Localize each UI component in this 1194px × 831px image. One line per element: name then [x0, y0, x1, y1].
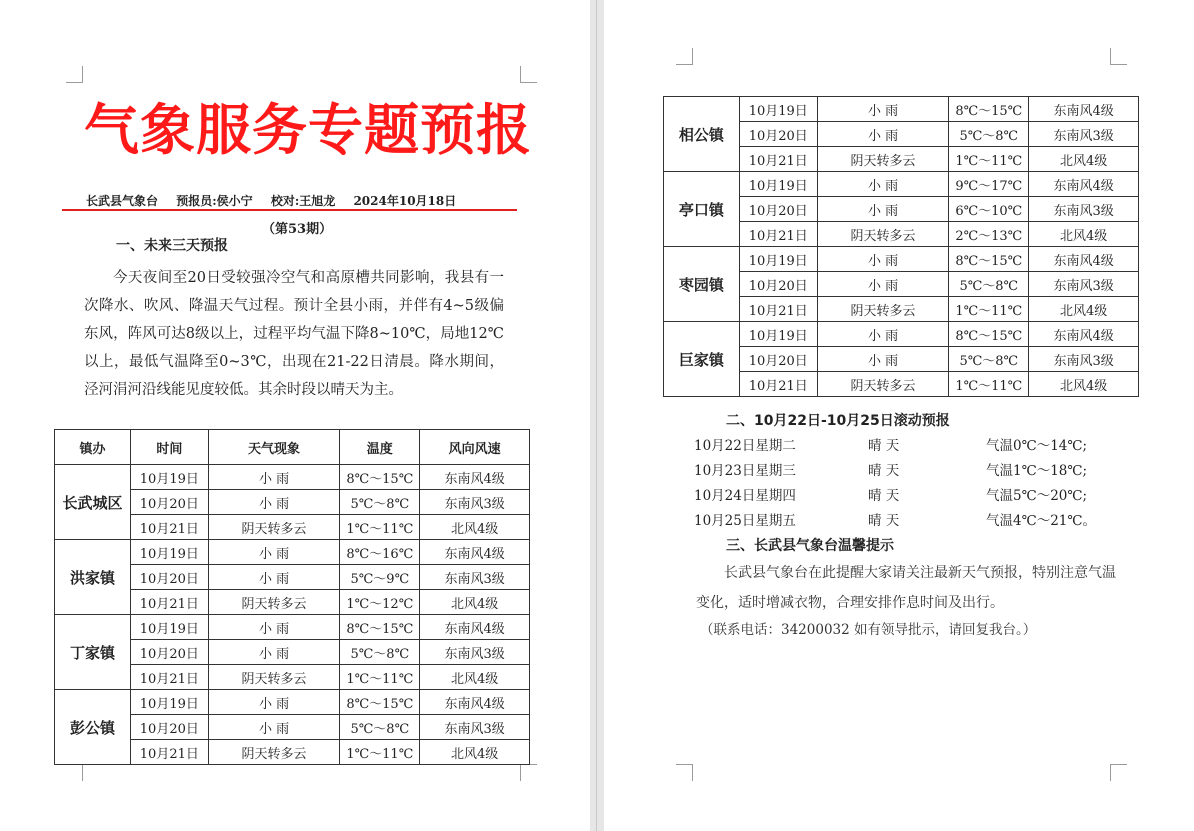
weather-cell: 小 雨	[817, 197, 949, 222]
forecast-table-right	[663, 96, 1139, 397]
weather-cell: 小 雨	[817, 347, 949, 372]
temp-cell: 6℃～10℃	[949, 197, 1029, 222]
wind-cell: 北风4级	[1029, 222, 1139, 247]
date-cell: 10月19日	[739, 97, 817, 122]
weather-cell: 小 雨	[817, 247, 949, 272]
date-cell: 10月21日	[130, 665, 208, 690]
wind-cell: 东南风4级	[420, 615, 530, 640]
town-cell: 亭口镇	[664, 172, 740, 247]
town-cell: 枣园镇	[664, 247, 740, 322]
table-row	[55, 690, 530, 715]
section1-paragraph: 今天夜间至20日受较强冷空气和高原槽共同影响，我县有一次降水、吹风、降温天气过程。预计全县小雨，并伴有4~5级偏东风，阵风可达8级以上，过程平均气温下降8~10℃，局地12℃以上，最低气温降至0~3℃，出现在21-22日清晨。降水期间，泾河涓河沿线能见度较低。其余时段以晴天为主。	[84, 270, 504, 398]
date-cell: 10月21日	[739, 222, 817, 247]
date-cell: 10月19日	[739, 247, 817, 272]
date-cell: 10月21日	[739, 372, 817, 397]
temp-cell: 5℃～8℃	[340, 715, 420, 740]
page-corner-mark	[1110, 764, 1127, 781]
wind-cell: 东南风4级	[420, 540, 530, 565]
weather-cell: 阴天转多云	[817, 297, 949, 322]
date-cell: 10月20日	[130, 565, 208, 590]
wind-cell: 东南风4级	[1029, 172, 1139, 197]
date-cell: 10月20日	[130, 715, 208, 740]
weather-cell: 阴天转多云	[208, 515, 340, 540]
weather-cell: 小 雨	[208, 465, 340, 490]
header-red-rule	[62, 209, 517, 211]
page-corner-mark	[66, 66, 83, 83]
temp-cell: 1℃～11℃	[949, 147, 1029, 172]
wind-cell: 东南风3级	[1029, 122, 1139, 147]
date-cell: 10月19日	[130, 690, 208, 715]
date-cell: 10月20日	[739, 122, 817, 147]
weather-cell: 小 雨	[208, 615, 340, 640]
temp-cell: 1℃～11℃	[949, 297, 1029, 322]
rolling-date: 10月25日星期五	[694, 513, 796, 529]
temp-cell: 1℃～12℃	[340, 590, 420, 615]
report-info-bar	[86, 192, 506, 209]
weather-cell: 小 雨	[817, 97, 949, 122]
page-corner-mark	[676, 48, 693, 65]
wind-cell: 北风4级	[420, 740, 530, 765]
wind-cell: 北风4级	[420, 515, 530, 540]
weather-cell: 小 雨	[208, 640, 340, 665]
rolling-date: 10月23日星期三	[694, 463, 796, 479]
section1-heading: 一、未来三天预报	[116, 238, 228, 254]
temp-cell: 5℃～8℃	[340, 490, 420, 515]
page-corner-mark	[520, 764, 537, 781]
rolling-forecast-row	[694, 434, 1087, 454]
weather-cell: 阴天转多云	[208, 740, 340, 765]
col-header-town: 镇办	[55, 430, 131, 465]
temp-cell: 5℃～8℃	[949, 347, 1029, 372]
weather-cell: 小 雨	[208, 690, 340, 715]
rolling-weather: 晴 天	[868, 488, 900, 504]
page-gutter	[590, 0, 604, 831]
checker-name: 校对:王旭龙	[270, 194, 336, 208]
weather-cell: 小 雨	[208, 565, 340, 590]
table-row	[664, 247, 1139, 272]
temp-cell: 9℃～17℃	[949, 172, 1029, 197]
rolling-temp: 气温4℃～21℃。	[986, 513, 1096, 529]
temp-cell: 5℃～9℃	[340, 565, 420, 590]
date-cell: 10月19日	[739, 322, 817, 347]
date-cell: 10月19日	[739, 172, 817, 197]
table-row	[664, 172, 1139, 197]
wind-cell: 东南风3级	[420, 715, 530, 740]
weather-cell: 阴天转多云	[817, 147, 949, 172]
col-header-date: 时间	[130, 430, 208, 465]
temp-cell: 8℃～15℃	[340, 615, 420, 640]
weather-cell: 小 雨	[817, 122, 949, 147]
date-cell: 10月20日	[739, 347, 817, 372]
weather-cell: 阴天转多云	[208, 590, 340, 615]
agency-name: 长武县气象台	[86, 194, 159, 208]
date-cell: 10月19日	[130, 465, 208, 490]
temp-cell: 8℃～15℃	[340, 465, 420, 490]
rolling-weather: 晴 天	[868, 438, 900, 454]
wind-cell: 东南风3级	[420, 640, 530, 665]
weather-cell: 小 雨	[208, 540, 340, 565]
weather-cell: 阴天转多云	[208, 665, 340, 690]
date-cell: 10月21日	[739, 297, 817, 322]
town-cell: 巨家镇	[664, 322, 740, 397]
temp-cell: 8℃～15℃	[949, 322, 1029, 347]
rolling-weather: 晴 天	[868, 463, 900, 479]
weather-cell: 阴天转多云	[817, 372, 949, 397]
col-header-temp: 温度	[340, 430, 420, 465]
wind-cell: 东南风4级	[1029, 247, 1139, 272]
weather-cell: 阴天转多云	[817, 222, 949, 247]
weather-cell: 小 雨	[208, 490, 340, 515]
temp-cell: 5℃～8℃	[949, 122, 1029, 147]
temp-cell: 8℃～16℃	[340, 540, 420, 565]
issue-number: （第53期）	[262, 222, 333, 237]
forecast-table-left	[54, 429, 530, 765]
temp-cell: 5℃～8℃	[340, 640, 420, 665]
date-cell: 10月20日	[739, 272, 817, 297]
wind-cell: 东南风3级	[1029, 272, 1139, 297]
table-header-row	[55, 430, 530, 465]
town-cell: 彭公镇	[55, 690, 131, 765]
temp-cell: 1℃～11℃	[949, 372, 1029, 397]
temp-cell: 5℃～8℃	[949, 272, 1029, 297]
date-cell: 10月21日	[739, 147, 817, 172]
temp-cell: 1℃～11℃	[340, 665, 420, 690]
weather-cell: 小 雨	[208, 715, 340, 740]
rolling-forecast-row	[694, 459, 1087, 479]
rolling-forecast-row	[694, 509, 1096, 529]
temp-cell: 8℃～15℃	[949, 97, 1029, 122]
wind-cell: 北风4级	[420, 590, 530, 615]
wind-cell: 北风4级	[420, 665, 530, 690]
town-cell: 丁家镇	[55, 615, 131, 690]
wind-cell: 东南风3级	[1029, 347, 1139, 372]
section3-heading: 三、长武县气象台温馨提示	[726, 538, 894, 554]
date-cell: 10月21日	[130, 515, 208, 540]
document-page-left	[0, 0, 590, 831]
weather-cell: 小 雨	[817, 322, 949, 347]
wind-cell: 东南风3级	[420, 490, 530, 515]
date-cell: 10月19日	[130, 540, 208, 565]
col-header-wind: 风向风速	[420, 430, 530, 465]
report-title: 气象服务专题预报	[84, 98, 533, 162]
wind-cell: 东南风3级	[1029, 197, 1139, 222]
rolling-temp: 气温1℃～18℃;	[986, 463, 1088, 479]
date-cell: 10月19日	[130, 615, 208, 640]
page-corner-mark	[676, 764, 693, 781]
rolling-temp: 气温0℃～14℃;	[986, 438, 1088, 454]
town-cell: 相公镇	[664, 97, 740, 172]
wind-cell: 东南风4级	[420, 690, 530, 715]
col-header-weather: 天气现象	[208, 430, 340, 465]
issue-date: 2024年10月18日	[353, 194, 457, 208]
page-corner-mark	[520, 66, 537, 83]
rolling-date: 10月24日星期四	[694, 488, 796, 504]
date-cell: 10月20日	[130, 490, 208, 515]
rolling-weather: 晴 天	[868, 513, 900, 529]
temp-cell: 1℃～11℃	[340, 740, 420, 765]
wind-cell: 东南风3级	[420, 565, 530, 590]
date-cell: 10月21日	[130, 740, 208, 765]
rolling-temp: 气温5℃～20℃;	[986, 488, 1088, 504]
page-corner-mark	[66, 764, 83, 781]
table-row	[55, 540, 530, 565]
town-cell: 洪家镇	[55, 540, 131, 615]
temp-cell: 1℃～11℃	[340, 515, 420, 540]
table-row	[55, 465, 530, 490]
contact-line: （联系电话：34200032 如有领导批示，请回复我台。）	[700, 622, 1037, 638]
town-cell: 长武城区	[55, 465, 131, 540]
forecaster-name: 预报员:侯小宁	[176, 194, 253, 208]
date-cell: 10月20日	[130, 640, 208, 665]
section3-paragraph: 长武县气象台在此提醒大家请关注最新天气预报，特别注意气温变化，适时增减衣物，合理安排作息时间及出行。	[696, 565, 1116, 611]
wind-cell: 东南风4级	[1029, 322, 1139, 347]
table-row	[664, 322, 1139, 347]
section2-heading: 二、10月22日-10月25日滚动预报	[726, 413, 950, 429]
date-cell: 10月20日	[739, 197, 817, 222]
wind-cell: 北风4级	[1029, 147, 1139, 172]
weather-cell: 小 雨	[817, 272, 949, 297]
temp-cell: 2℃～13℃	[949, 222, 1029, 247]
weather-cell: 小 雨	[817, 172, 949, 197]
rolling-date: 10月22日星期二	[694, 438, 796, 454]
temp-cell: 8℃～15℃	[340, 690, 420, 715]
wind-cell: 东南风4级	[1029, 97, 1139, 122]
wind-cell: 北风4级	[1029, 297, 1139, 322]
date-cell: 10月21日	[130, 590, 208, 615]
table-row	[664, 97, 1139, 122]
temp-cell: 8℃～15℃	[949, 247, 1029, 272]
page-divider	[596, 0, 597, 831]
wind-cell: 东南风4级	[420, 465, 530, 490]
wind-cell: 北风4级	[1029, 372, 1139, 397]
page-corner-mark	[1110, 48, 1127, 65]
table-row	[55, 615, 530, 640]
rolling-forecast-row	[694, 484, 1087, 504]
